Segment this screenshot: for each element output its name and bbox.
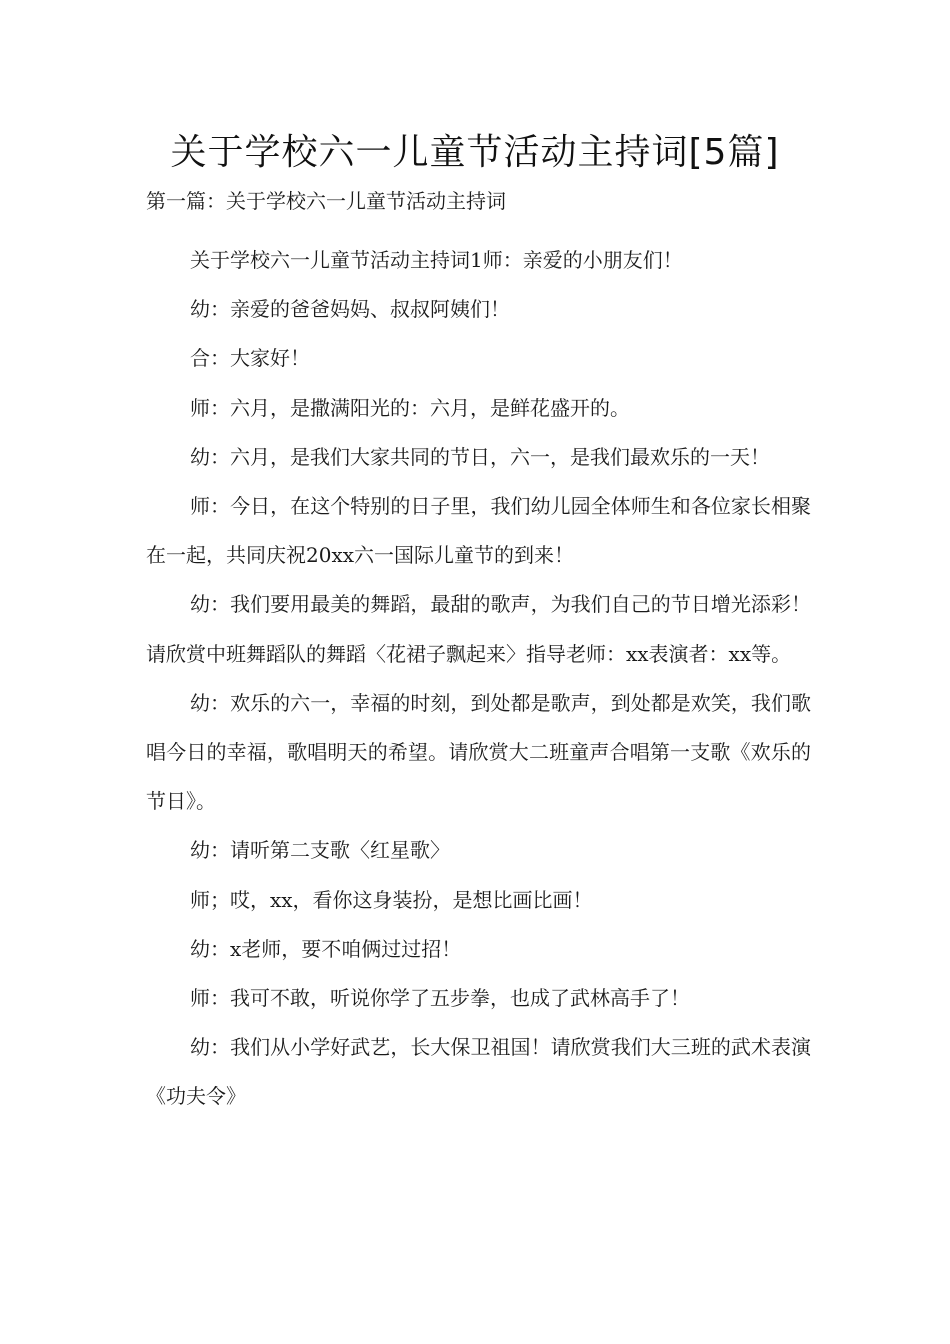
paragraph: 师：今日，在这个特别的日子里，我们幼儿园全体师生和各位家长相聚在一起，共同庆祝20xx六一国际儿童节的到来！: [146, 494, 811, 568]
paragraph: 幼：请听第二支歌〈红星歌〉: [190, 838, 450, 863]
paragraph: 师；哎，xx，看你这身装扮，是想比画比画！: [190, 887, 593, 912]
paragraph: 师：六月，是撒满阳光的：六月，是鲜花盛开的。: [190, 395, 630, 420]
section-heading: 第一篇：关于学校六一儿童节活动主持词: [146, 189, 506, 213]
document-title: 关于学校六一儿童节活动主持词[5篇]: [170, 132, 780, 173]
paragraph: 幼：x老师，要不咱俩过过招！: [190, 936, 462, 961]
document-body: [146, 236, 811, 1122]
paragraph: 师：我可不敢，听说你学了五步拳，也成了武林高手了！: [190, 986, 690, 1011]
paragraph: 幼：亲爱的爸爸妈妈、叔叔阿姨们！: [190, 297, 510, 322]
paragraph: 关于学校六一儿童节活动主持词1师：亲爱的小朋友们！: [190, 248, 683, 272]
paragraph: 幼：我们要用最美的舞蹈，最甜的歌声，为我们自己的节日增光添彩！请欣赏中班舞蹈队的舞蹈〈花裙子飘起来〉指导老师：xx表演者：xx等。: [146, 592, 811, 666]
paragraph: 幼：我们从小学好武艺，长大保卫祖国！请欣赏我们大三班的武术表演《功夫令》: [146, 1035, 811, 1109]
paragraph: 合：大家好！: [190, 346, 310, 371]
paragraph: 幼：欢乐的六一，幸福的时刻，到处都是歌声，到处都是欢笑，我们歌唱今日的幸福，歌唱明天的希望。请欣赏大二班童声合唱第一支歌《欢乐的节日》。: [146, 690, 811, 814]
paragraph: 幼：六月，是我们大家共同的节日，六一，是我们最欢乐的一天！: [190, 444, 770, 469]
